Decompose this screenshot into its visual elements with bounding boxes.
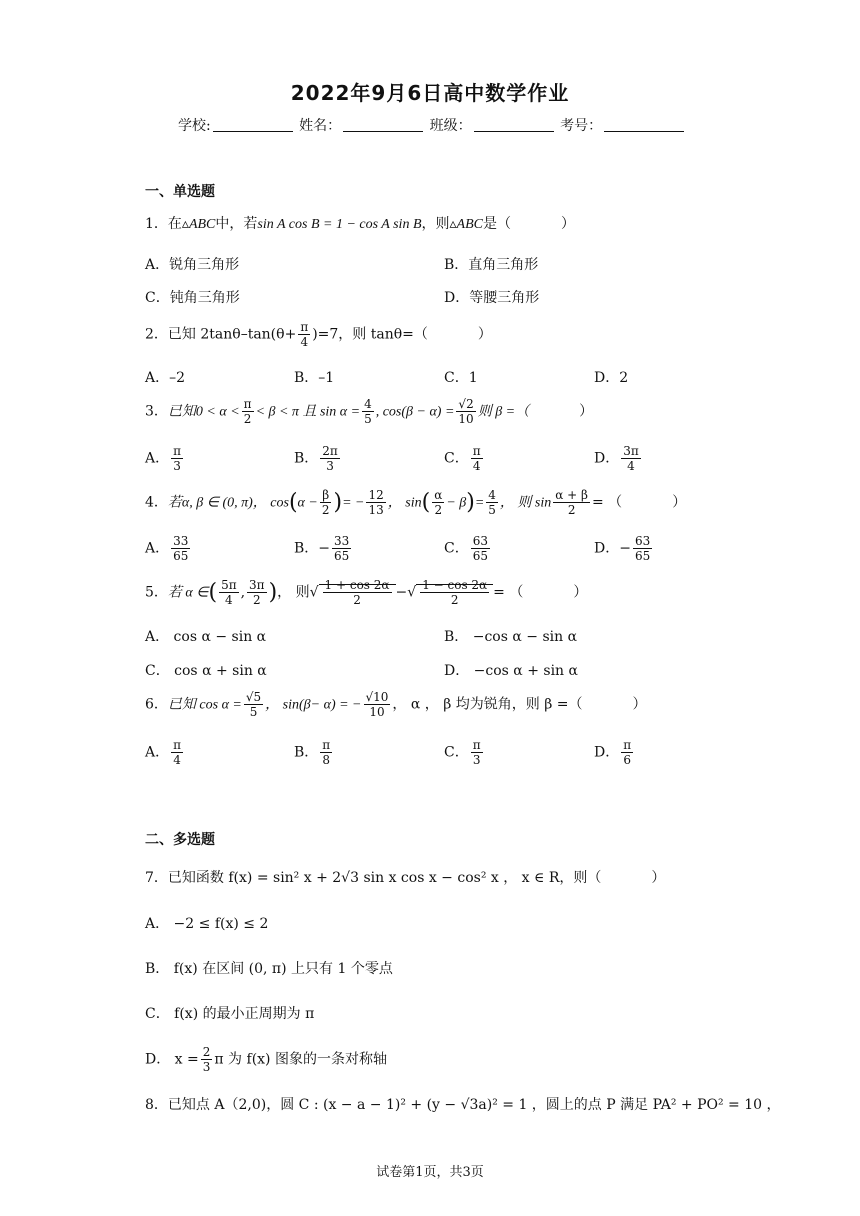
name-field[interactable] [343, 131, 423, 132]
q1-option-d[interactable]: D．等腰三角形 [444, 290, 540, 306]
q4-option-d[interactable]: D．− $\frac{63}{65}$ [594, 534, 651, 563]
question-3: 3．已知0 < α < $\frac{\pi}{2}$ < β < π 且 sin α = $\frac{4}{5}$ , cos(β − α) = $\frac{√2}{10}$ 则 β =（ ） [145, 397, 594, 426]
q2-option-d[interactable]: D．2 [594, 370, 629, 386]
q6-option-b[interactable]: B． $\frac{\pi}{8}$ [294, 738, 331, 767]
name-label: 姓名： [299, 118, 342, 134]
q3-option-b[interactable]: B． $\frac{2\pi}{3}$ [294, 444, 338, 473]
q7-option-d[interactable]: D． x = $\frac{2}{3}$ π 为 f(x) 图象的一条对称轴 [145, 1045, 387, 1074]
q3-option-a[interactable]: A． $\frac{\pi}{3}$ [145, 444, 182, 473]
page-footer: 试卷第1页，共3页 [376, 1165, 484, 1180]
school-label: 学校: [178, 118, 211, 134]
question-4: 4．若α, β ∈ (0, π)， cos(α − $\frac{\beta}{2}$ )= − $\frac{12}{13}$ ， sin( $\frac{\alpha}{2}$ − β)= $\frac{4}{5}$ ， 则 sin $\frac{\alpha + \beta}{2}$ = （ ） [145, 488, 687, 517]
section-heading-multiple-choice: 二、多选题 [145, 832, 215, 848]
q7-option-a[interactable]: A． −2 ≤ f(x) ≤ 2 [145, 916, 269, 932]
q5-option-b[interactable]: B． −cos α − sin α [444, 629, 578, 645]
q1-option-b[interactable]: B．直角三角形 [444, 257, 539, 273]
page-title: 2022年9月6日高中数学作业 [290, 81, 570, 105]
q7-option-b[interactable]: B． f(x) 在区间 (0, π) 上只有 1 个零点 [145, 961, 393, 977]
q1-option-c[interactable]: C．钝角三角形 [145, 290, 240, 306]
question-7: 7．已知函数 f(x) = sin² x + 2√3 sin x cos x − cos² x ， x ∈ R，则（ ） [145, 870, 666, 886]
q5-option-c[interactable]: C． cos α + sin α [145, 663, 267, 679]
question-6: 6．已知 cos α = $\frac{√5}{5}$ ， sin(β− α) = − $\frac{√10}{10}$ ， α ， β 均为锐角，则 β =（ ） [145, 690, 647, 719]
q3-option-d[interactable]: D． $\frac{3\pi}{4}$ [594, 444, 639, 473]
class-label: 班级： [429, 118, 472, 134]
q5-option-a[interactable]: A． cos α − sin α [145, 629, 267, 645]
q4-option-c[interactable]: C． $\frac{63}{65}$ [444, 534, 488, 563]
q6-option-a[interactable]: A． $\frac{\pi}{4}$ [145, 738, 182, 767]
question-8: 8．已知点 A（2,0)，圆 C : (x − a − 1)² + (y − √3a)² = 1 ，圆上的点 P 满足 PA² + PO² = 10 ， [145, 1097, 781, 1113]
q2-option-c[interactable]: C．1 [444, 370, 478, 386]
q7-option-c[interactable]: C． f(x) 的最小正周期为 π [145, 1006, 315, 1022]
q3-option-c[interactable]: C． $\frac{\pi}{4}$ [444, 444, 481, 473]
q2-option-a[interactable]: A．–2 [145, 370, 186, 386]
class-field[interactable] [474, 131, 554, 132]
section-heading-single-choice: 一、单选题 [145, 184, 215, 200]
q4-option-b[interactable]: B．− $\frac{33}{65}$ [294, 534, 350, 563]
question-1: 1．在▵ABC中，若sin A cos B = 1 − cos A sin B，则▵ABC是（ ） [145, 216, 575, 232]
q6-option-d[interactable]: D． $\frac{\pi}{6}$ [594, 738, 632, 767]
q5-option-d[interactable]: D． −cos α + sin α [444, 663, 578, 679]
q4-option-a[interactable]: A． $\frac{33}{65}$ [145, 534, 189, 563]
exam-number-field[interactable] [604, 131, 684, 132]
q1-option-a[interactable]: A．锐角三角形 [145, 257, 240, 273]
question-5: 5．若 α ∈( $\frac{5\pi}{4}$ , $\frac{3\pi}{2}$ )， 则√ $\frac{1 + \cos 2\alpha}{2}$ −√ $\frac{1 - \cos 2\alpha}{2}$ = （ ） [145, 578, 588, 607]
q6-option-c[interactable]: C． $\frac{\pi}{3}$ [444, 738, 481, 767]
exam-number-label: 考号： [560, 118, 603, 134]
q2-option-b[interactable]: B．–1 [294, 370, 335, 386]
question-2: 2．已知 2tanθ–tan(θ+ $\frac{\pi}{4}$ )=7，则 tanθ=（ ） [145, 320, 492, 349]
student-info-line [178, 115, 686, 135]
school-field[interactable] [213, 131, 293, 132]
